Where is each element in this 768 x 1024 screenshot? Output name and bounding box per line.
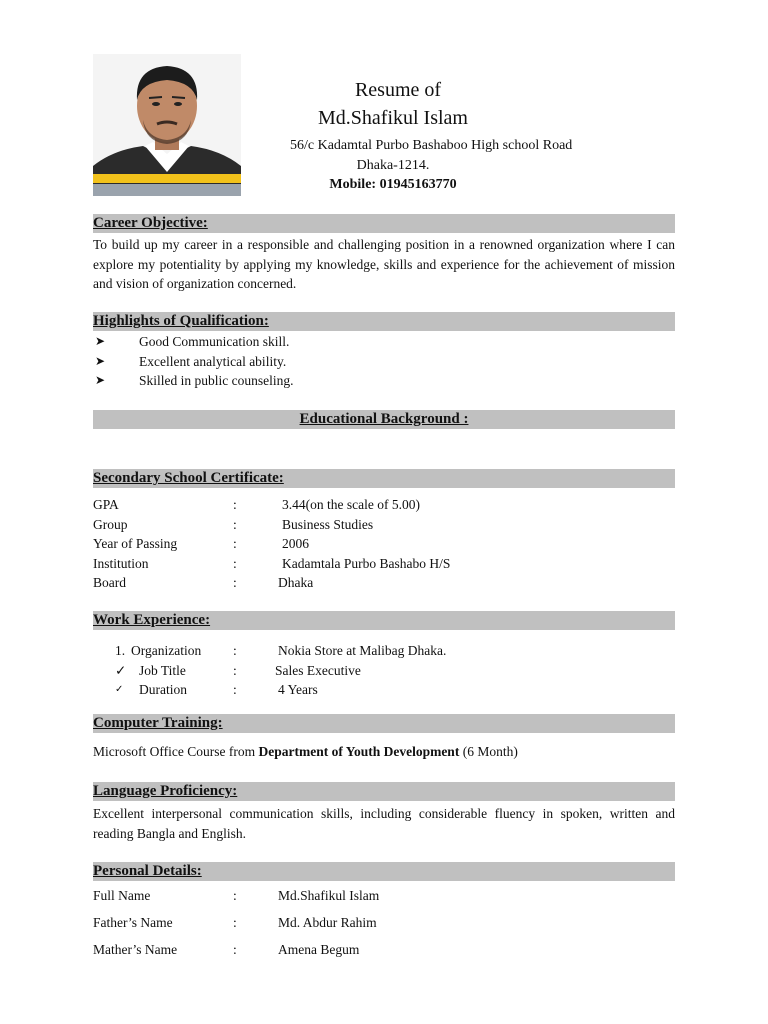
- list-item: ➤ Excellent analytical ability.: [93, 352, 675, 372]
- table-row: Father’s Name : Md. Abdur Rahim: [93, 915, 377, 930]
- personal-details-label: Personal Details:: [93, 863, 202, 879]
- work-experience-heading: [93, 611, 675, 630]
- resume-header: [240, 76, 573, 194]
- table-row: ✓ Job Title : Sales Executive: [93, 661, 675, 681]
- ssc-details: [93, 495, 675, 593]
- city: Dhaka-1214.: [356, 158, 430, 173]
- arrow-bullet-icon: ➤: [95, 334, 106, 348]
- list-item: ➤ Good Communication skill.: [93, 332, 675, 352]
- ssc-label: Secondary School Certificate:: [93, 470, 284, 486]
- highlights-list: [93, 332, 675, 391]
- highlights-heading: [93, 312, 675, 331]
- computer-training-text: Microsoft Office Course from Department of Youth Development (6 Month): [93, 744, 518, 759]
- computer-training-label: Computer Training:: [93, 715, 223, 731]
- career-objective-label: Career Objective:: [93, 215, 208, 231]
- table-row: Institution : Kadamtala Purbo Bashabo H/S: [93, 555, 451, 571]
- language-proficiency-label: Language Proficiency:: [93, 783, 238, 799]
- address: 56/c Kadamtal Purbo Bashaboo High school Road: [290, 138, 573, 153]
- table-row: Year of Passing : 2006: [93, 536, 309, 551]
- checkmark-icon: ✓: [115, 662, 127, 678]
- table-row: GPA : 3.44(on the scale of 5.00): [93, 497, 420, 512]
- profile-photo: [93, 54, 241, 196]
- list-number: 1.: [115, 643, 126, 658]
- table-row: Mather’s Name : Amena Begum: [93, 942, 360, 957]
- language-proficiency-text: Excellent interpersonal communication skills, including considerable fluency in spoken, written and reading Bangla and English.: [93, 806, 675, 841]
- language-proficiency-heading: [93, 782, 675, 801]
- highlights-label: Highlights of Qualification:: [93, 313, 269, 329]
- career-objective-heading: [93, 214, 675, 233]
- table-row: Full Name : Md.Shafikul Islam: [93, 888, 380, 903]
- resume-title: Resume of: [354, 79, 442, 101]
- checkmark-icon: ✓: [115, 684, 124, 695]
- education-label: Educational Background :: [299, 411, 469, 427]
- personal-details-heading: [93, 862, 675, 881]
- table-row: Board : Dhaka: [93, 575, 314, 590]
- personal-details: [93, 882, 675, 963]
- training-department: Department of Youth Development: [258, 744, 460, 759]
- work-details: [93, 641, 675, 700]
- arrow-bullet-icon: ➤: [95, 353, 106, 368]
- mobile-number: Mobile: 01945163770: [329, 177, 457, 192]
- ssc-heading: [93, 469, 675, 488]
- table-row: ✓ Duration : 4 Years: [93, 680, 675, 700]
- table-row: 1. Organization : Nokia Store at Malibag Dhaka.: [93, 641, 675, 661]
- computer-training-heading: [93, 714, 675, 733]
- list-item: ➤ Skilled in public counseling.: [93, 371, 675, 391]
- career-objective-text: To build up my career in a responsible and challenging position in a renowned organization where I can explore my potentiality by applying my knowledge, skills and experience for the achievement of mission and vision of organization concerned.: [93, 237, 675, 291]
- candidate-name: Md.Shafikul Islam: [318, 107, 468, 129]
- arrow-bullet-icon: ➤: [95, 373, 106, 387]
- work-experience-label: Work Experience:: [93, 612, 211, 628]
- education-heading: [93, 410, 675, 429]
- table-row: Group : Business Studies: [93, 516, 374, 532]
